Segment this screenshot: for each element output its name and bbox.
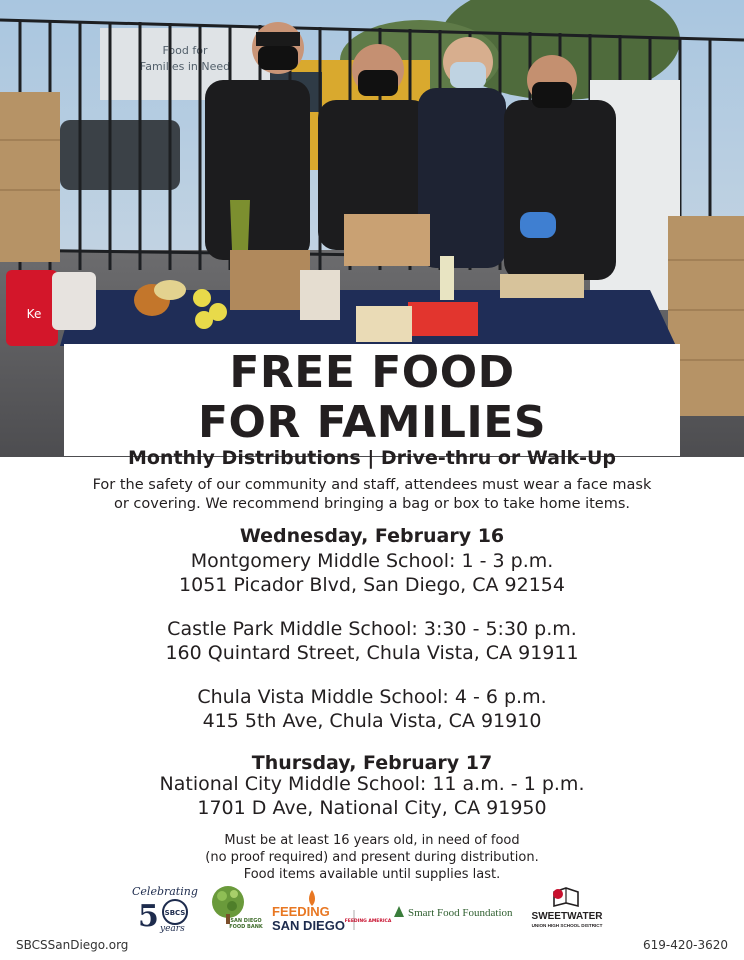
bag-text: Ke bbox=[26, 307, 42, 321]
day-heading-thursday: Thursday, February 17 bbox=[251, 752, 493, 774]
day-heading-wednesday: Wednesday, February 16 bbox=[239, 525, 505, 547]
fine-line: Must be at least 16 years old, in need of food bbox=[224, 833, 520, 848]
eligibility-notes bbox=[0, 832, 744, 883]
site-address: 1701 D Ave, National City, CA 91950 bbox=[197, 797, 547, 819]
feeding-line1: FEEDING bbox=[272, 904, 330, 919]
celebrating-number: 5 bbox=[138, 899, 159, 934]
foodbank-line1: SAN DIEGO bbox=[230, 918, 262, 924]
feeding-line2: SAN DIEGO bbox=[272, 918, 345, 933]
sweetwater-graphic bbox=[528, 884, 606, 932]
headline-line-1: FREE FOOD bbox=[229, 347, 515, 398]
tree-icon bbox=[208, 884, 266, 932]
phone-number[interactable]: 619-420-3620 bbox=[642, 938, 728, 952]
site-name: National City Middle School: 11 a.m. - 1 p.m. bbox=[159, 773, 585, 795]
smart-food-text: Smart Food Foundation bbox=[408, 907, 513, 919]
feeding-san-diego-logo bbox=[272, 888, 392, 933]
apple-icon bbox=[553, 889, 563, 899]
feeding-san-diego-graphic bbox=[272, 888, 392, 933]
headline-line-2: FOR FAMILIES bbox=[197, 397, 547, 448]
celebrating-badge: SBCS bbox=[164, 909, 186, 917]
feeding-america: FEEDING AMERICA bbox=[344, 919, 392, 924]
smart-food-graphic bbox=[392, 902, 520, 922]
fine-line: Food items available until supplies last. bbox=[243, 867, 501, 882]
sweetwater-line1: SWEETWATER bbox=[531, 911, 603, 922]
site-address: 160 Quintard Street, Chula Vista, CA 91911 bbox=[165, 642, 579, 664]
foodbank-line2: FOOD BANK bbox=[229, 924, 263, 930]
site-name: Chula Vista Middle School: 4 - 6 p.m. bbox=[197, 686, 547, 708]
sweetwater-line2: UNION HIGH SCHOOL DISTRICT bbox=[531, 923, 603, 928]
sign-text: Families in Need bbox=[139, 60, 231, 73]
website-link[interactable]: SBCSSanDiego.org bbox=[16, 938, 129, 952]
fine-line: (no proof required) and present during distribution. bbox=[205, 850, 539, 865]
leaf-icon bbox=[394, 906, 404, 917]
smart-food-foundation-logo bbox=[392, 902, 520, 922]
site-name: Castle Park Middle School: 3:30 - 5:30 p.m. bbox=[167, 618, 577, 640]
celebrating-50-years-logo bbox=[130, 884, 204, 932]
site-address: 415 5th Ave, Chula Vista, CA 91910 bbox=[202, 710, 542, 732]
celebrating-bottom: years bbox=[160, 924, 185, 934]
sweetwater-logo bbox=[528, 884, 606, 932]
celebrating-logo-graphic bbox=[130, 884, 204, 932]
safety-notice bbox=[10, 476, 734, 514]
subheadline: Monthly Distributions | Drive-thru or Walk-Up bbox=[127, 447, 617, 469]
san-diego-food-bank-logo bbox=[208, 884, 266, 932]
celebrating-top: Celebrating bbox=[132, 885, 198, 898]
notice-line: or covering. We recommend bringing a bag or box to take home items. bbox=[113, 496, 631, 512]
site-name: Montgomery Middle School: 1 - 3 p.m. bbox=[190, 550, 554, 572]
sign-text: Food for bbox=[162, 44, 208, 57]
site-address: 1051 Picador Blvd, San Diego, CA 92154 bbox=[179, 574, 565, 596]
notice-line: For the safety of our community and staff, attendees must wear a face mask bbox=[92, 477, 652, 493]
